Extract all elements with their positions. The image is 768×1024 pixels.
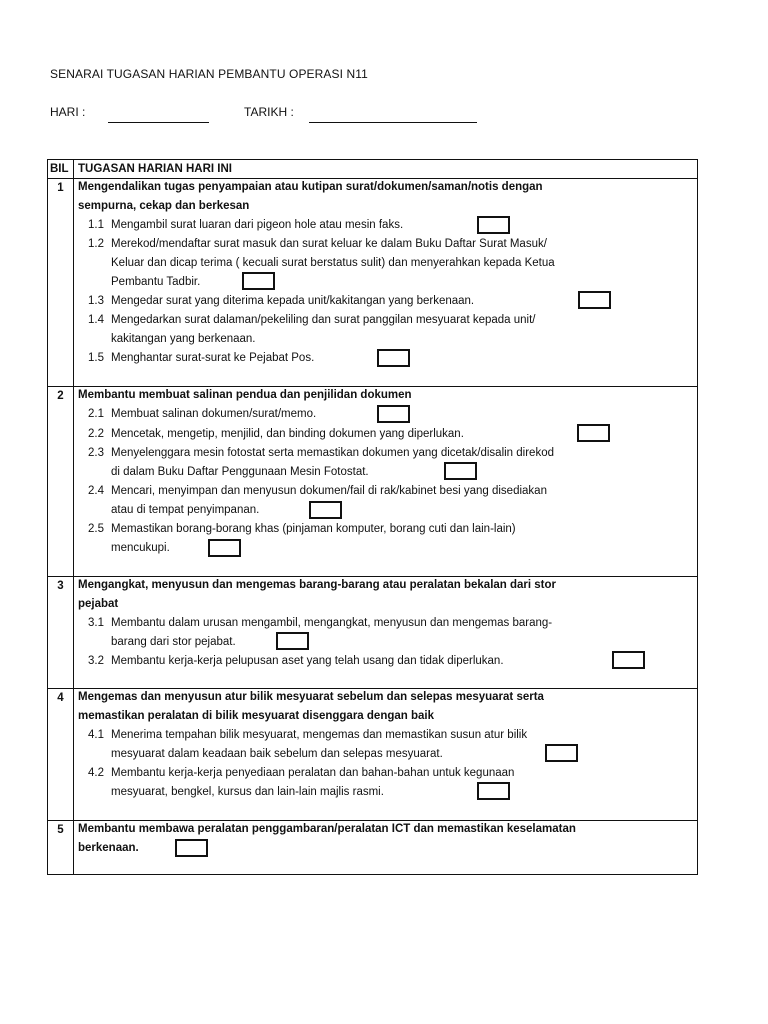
checkbox-5[interactable] (175, 839, 208, 857)
item-text: di dalam Buku Daftar Penggunaan Mesin Fotostat. (111, 466, 369, 478)
item-text: Mencetak, mengetip, menjilid, dan binding dokumen yang diperlukan. (111, 428, 464, 440)
column-divider (73, 160, 74, 874)
item-text: kakitangan yang berkenaan. (111, 333, 256, 345)
checkbox-1-1[interactable] (477, 216, 510, 234)
item-text: Memastikan borang-borang khas (pinjaman komputer, borang cuti dan lain-lain) (111, 523, 516, 535)
checkbox-2-3[interactable] (444, 462, 477, 480)
item-number: 3.1 (88, 617, 104, 629)
section-title: memastikan peralatan di bilik mesyuarat disenggara dengan baik (78, 710, 434, 722)
item-text: Mengedarkan surat dalaman/pekeliling dan surat panggilan mesyuarat kepada unit/ (111, 314, 536, 326)
item-text: mesyuarat, bengkel, kursus dan lain-lain majlis rasmi. (111, 786, 384, 798)
section-title: Mengangkat, menyusun dan mengemas barang-barang atau peralatan bekalan dari stor (78, 579, 557, 591)
item-number: 4.1 (88, 729, 104, 741)
hari-label: HARI : (50, 105, 86, 119)
item-text: Menerima tempahan bilik mesyuarat, mengemas dan memastikan susun atur bilik (111, 729, 528, 741)
item-text: Membantu kerja-kerja penyediaan peralatan dan bahan-bahan untuk kegunaan (111, 767, 515, 779)
item-text: Membantu kerja-kerja pelupusan aset yang telah usang dan tidak diperlukan. (111, 655, 504, 667)
item-text: Mengedar surat yang diterima kepada unit/kakitangan yang berkenaan. (111, 295, 475, 307)
section-number: 1 (57, 182, 64, 194)
item-number: 1.1 (88, 219, 104, 231)
section-number: 4 (57, 692, 64, 704)
checkbox-2-2[interactable] (577, 424, 610, 442)
item-text: Merekod/mendaftar surat masuk dan surat keluar ke dalam Buku Daftar Surat Masuk/ (111, 238, 547, 250)
item-text: Pembantu Tadbir. (111, 276, 201, 288)
item-number: 2.4 (88, 485, 104, 497)
item-text: Membantu dalam urusan mengambil, mengangkat, menyusun dan mengemas barang- (111, 617, 553, 629)
checkbox-4-1[interactable] (545, 744, 578, 762)
section-title: Membantu membawa peralatan penggambaran/peralatan ICT dan memastikan keselamatan (78, 823, 576, 835)
item-number: 2.1 (88, 408, 104, 420)
section-title: pejabat (78, 598, 119, 610)
item-text: Mencari, menyimpan dan menyusun dokumen/fail di rak/kabinet besi yang disediakan (111, 485, 547, 497)
item-number: 2.3 (88, 447, 104, 459)
item-text: Membuat salinan dokumen/surat/memo. (111, 408, 317, 420)
checkbox-2-4[interactable] (309, 501, 342, 519)
header-task: TUGASAN HARIAN HARI INI (78, 163, 232, 175)
section-number: 2 (57, 390, 64, 402)
header-bil: BIL (50, 163, 69, 175)
item-text: Mengambil surat luaran dari pigeon hole atau mesin faks. (111, 219, 404, 231)
item-number: 1.4 (88, 314, 104, 326)
item-number: 2.5 (88, 523, 104, 535)
item-number: 4.2 (88, 767, 104, 779)
checkbox-1-3[interactable] (578, 291, 611, 309)
section-number: 5 (57, 824, 64, 836)
section-title: Mengendalikan tugas penyampaian atau kutipan surat/dokumen/saman/notis dengan (78, 181, 543, 193)
section-title: sempurna, cekap dan berkesan (78, 200, 250, 212)
item-text: barang dari stor pejabat. (111, 636, 236, 648)
hari-field[interactable] (108, 122, 209, 123)
task-table (47, 159, 698, 875)
section-title: Mengemas dan menyusun atur bilik mesyuarat sebelum dan selepas mesyuarat serta (78, 691, 544, 703)
checkbox-2-1[interactable] (377, 405, 410, 423)
tarikh-label: TARIKH : (244, 105, 294, 119)
checkbox-2-5[interactable] (208, 539, 241, 557)
item-number: 3.2 (88, 655, 104, 667)
item-text: mencukupi. (111, 542, 170, 554)
item-text: Menghantar surat-surat ke Pejabat Pos. (111, 352, 315, 364)
tarikh-field[interactable] (309, 122, 477, 123)
section-number: 3 (57, 580, 64, 592)
item-number: 1.2 (88, 238, 104, 250)
checkbox-3-1[interactable] (276, 632, 309, 650)
checkbox-4-2[interactable] (477, 782, 510, 800)
section-title: Membantu membuat salinan pendua dan penjilidan dokumen (78, 389, 412, 401)
checkbox-1-5[interactable] (377, 349, 410, 367)
document-title: SENARAI TUGASAN HARIAN PEMBANTU OPERASI N11 (50, 67, 368, 81)
checkbox-1-2[interactable] (242, 272, 275, 290)
checkbox-3-2[interactable] (612, 651, 645, 669)
item-text: mesyuarat dalam keadaan baik sebelum dan selepas mesyuarat. (111, 748, 443, 760)
section-title: berkenaan. (78, 842, 139, 854)
item-number: 2.2 (88, 428, 104, 440)
item-text: atau di tempat penyimpanan. (111, 504, 260, 516)
item-text: Keluar dan dicap terima ( kecuali surat berstatus sulit) dan menyerahkan kepada Ketua (111, 257, 555, 269)
item-number: 1.5 (88, 352, 104, 364)
item-text: Menyelenggara mesin fotostat serta memastikan dokumen yang dicetak/disalin direkod (111, 447, 554, 459)
item-number: 1.3 (88, 295, 104, 307)
